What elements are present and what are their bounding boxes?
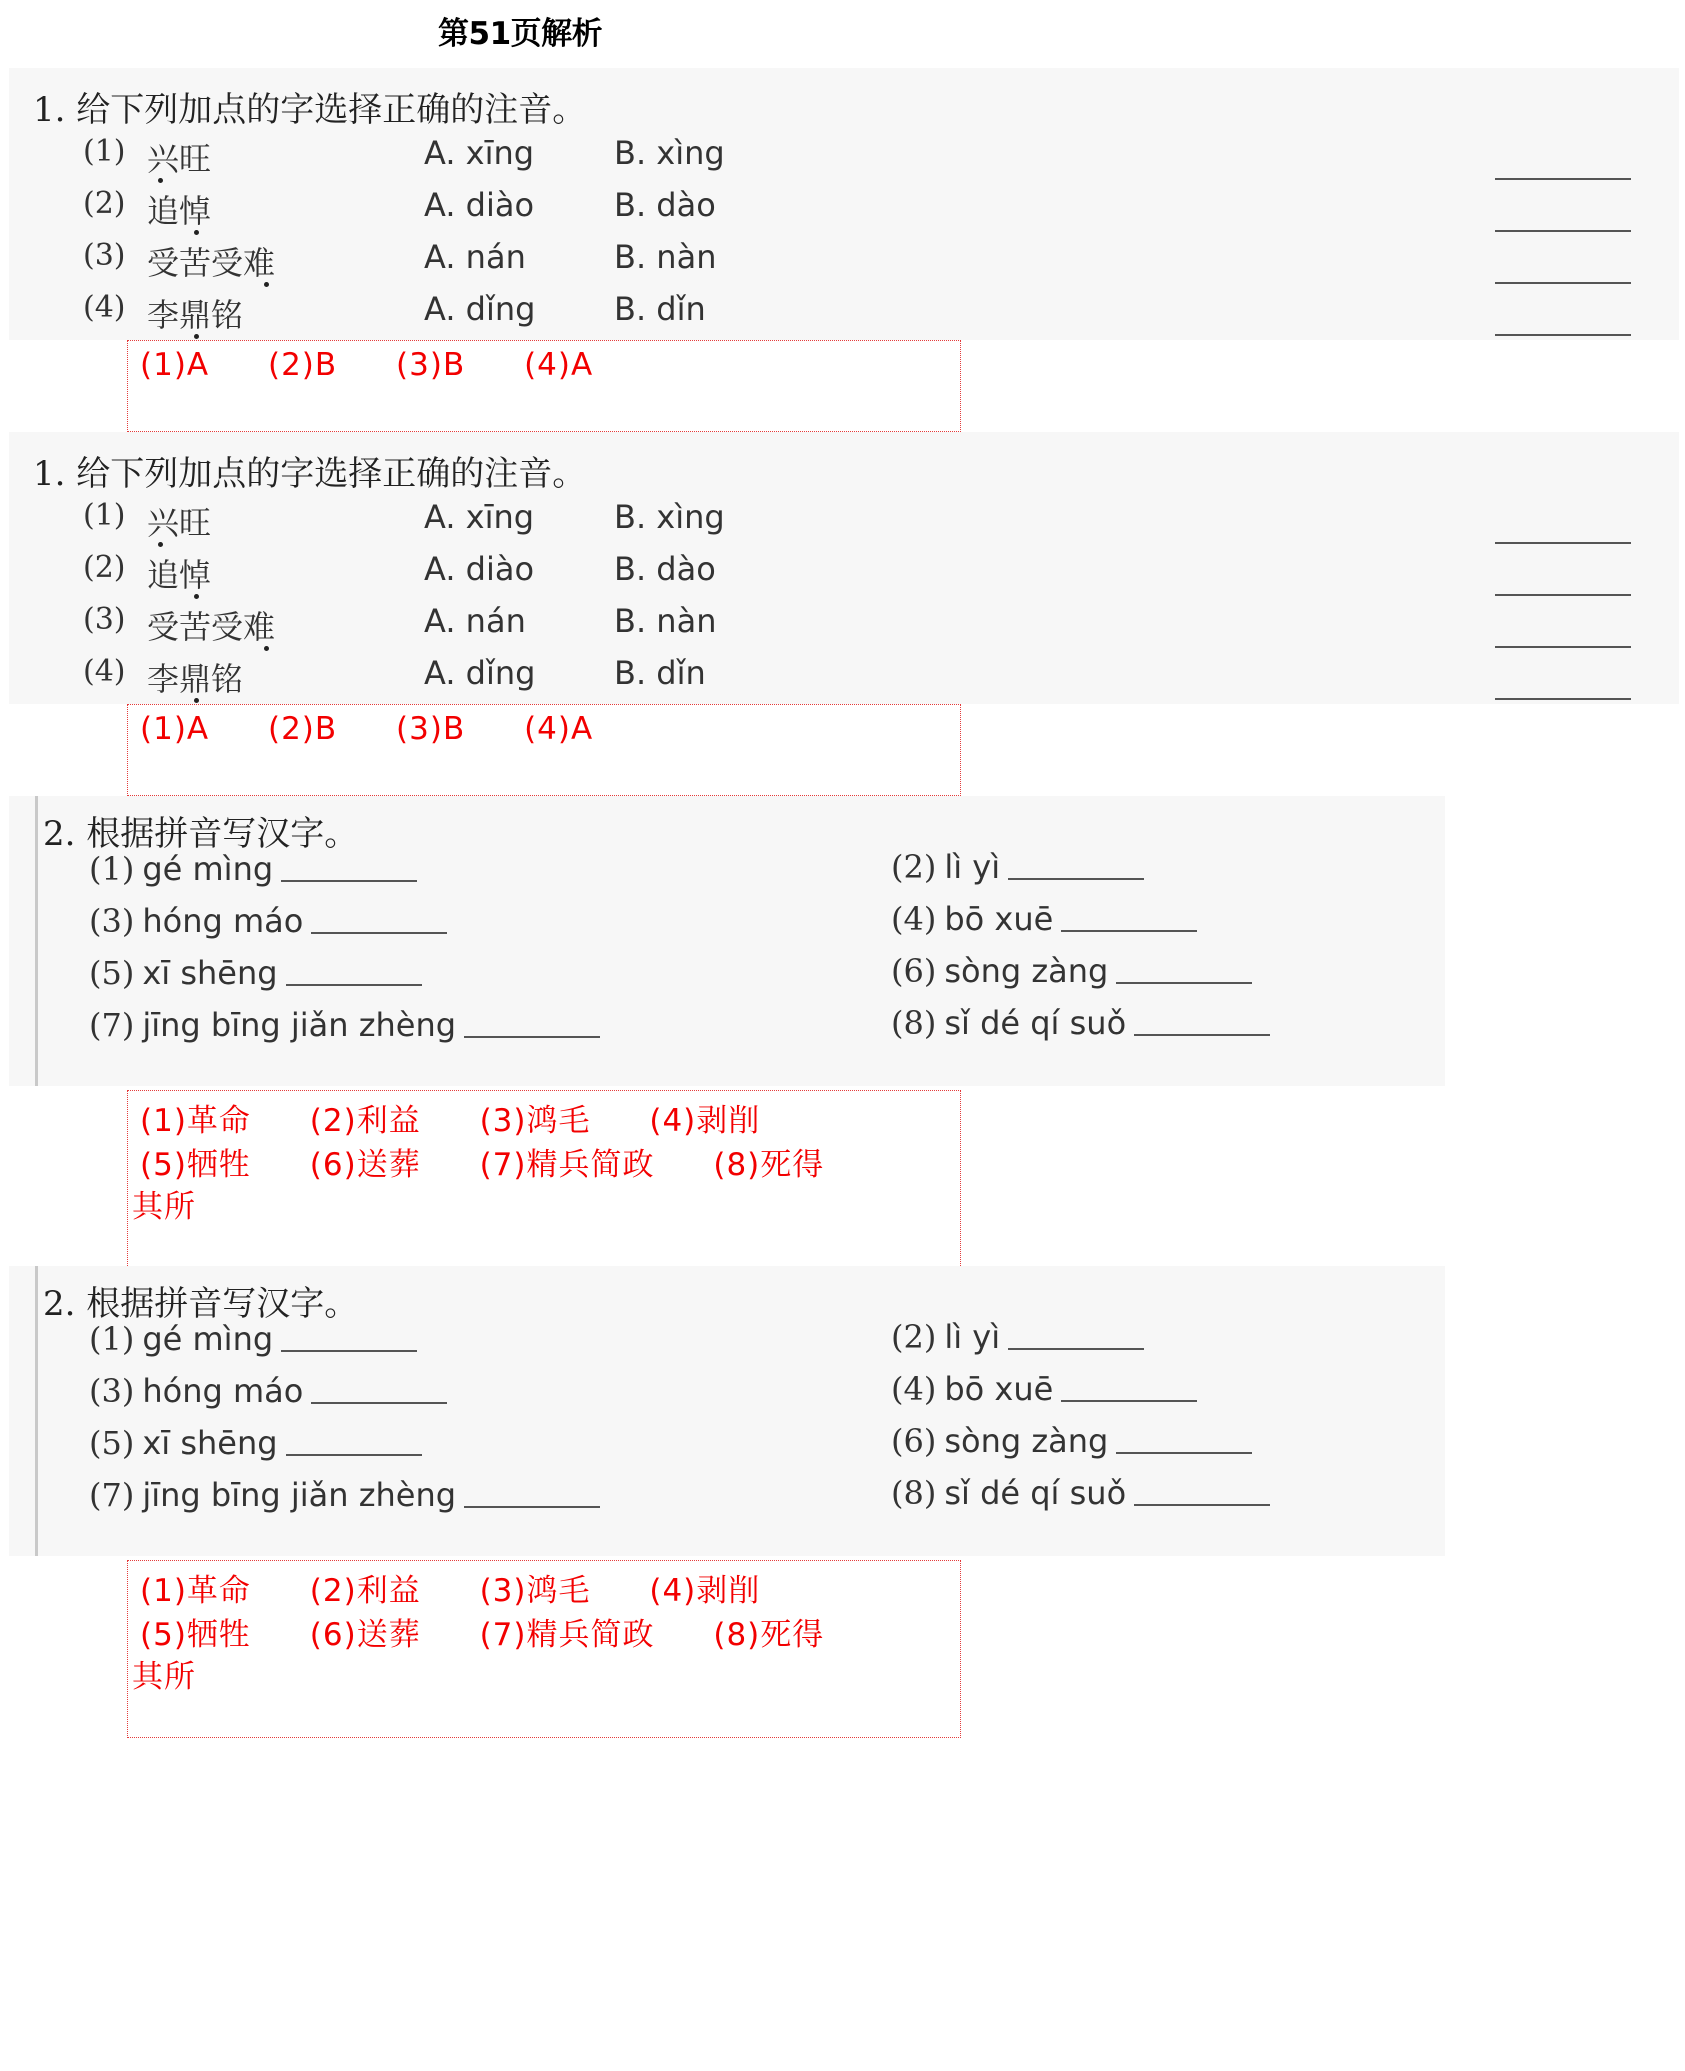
pinyin-text: lì yì bbox=[944, 848, 1001, 886]
item-number: (3) bbox=[89, 1372, 135, 1410]
answer-item: (2)利益 bbox=[309, 1103, 421, 1139]
answer-item: (6)送葬 bbox=[309, 1147, 421, 1183]
answer-item: (1)A bbox=[140, 711, 210, 747]
choice-a: A. dǐng bbox=[424, 654, 536, 692]
pinyin-text: sǐ dé qí suǒ bbox=[944, 1004, 1127, 1042]
question-heading: 2. 根据拼音写汉字。 bbox=[43, 814, 359, 854]
answer-blank bbox=[1495, 178, 1631, 180]
option-row bbox=[9, 654, 1679, 704]
answer-blank bbox=[281, 880, 417, 882]
answer-box bbox=[127, 704, 961, 796]
answer-line: 其所 bbox=[132, 1659, 196, 1695]
item-number: (3) bbox=[89, 902, 135, 940]
answer-blank bbox=[464, 1036, 600, 1038]
pinyin-text: gé mìng bbox=[142, 850, 274, 888]
emphasis-dot bbox=[158, 178, 163, 183]
option-row bbox=[9, 186, 1679, 236]
item-number: (6) bbox=[891, 952, 937, 990]
margin-rule bbox=[35, 1266, 38, 1556]
option-row bbox=[9, 134, 1679, 184]
question-heading: 2. 根据拼音写汉字。 bbox=[43, 1284, 359, 1324]
answer-line bbox=[140, 1095, 808, 1140]
choice-a: A. xīng bbox=[424, 134, 535, 172]
pinyin-item bbox=[89, 1006, 600, 1044]
answer-blank bbox=[1495, 646, 1631, 648]
answer-blank bbox=[1134, 1034, 1270, 1036]
option-word: 追悼 bbox=[147, 556, 212, 594]
answer-blank bbox=[1116, 1452, 1252, 1454]
item-number: (5) bbox=[89, 954, 135, 992]
pinyin-text: lì yì bbox=[944, 1318, 1001, 1356]
emphasis-dot bbox=[264, 282, 269, 287]
pinyin-text: xī shēng bbox=[142, 954, 278, 992]
margin-rule bbox=[35, 796, 38, 1086]
item-number: (8) bbox=[891, 1474, 937, 1512]
choice-a: A. nán bbox=[424, 602, 526, 640]
pinyin-text: gé mìng bbox=[142, 1320, 274, 1358]
pinyin-text: bō xuē bbox=[944, 900, 1054, 938]
answer-item: (4)A bbox=[524, 711, 594, 747]
choice-b: B. dào bbox=[614, 186, 716, 224]
option-row bbox=[9, 290, 1679, 340]
option-row bbox=[9, 550, 1679, 600]
answer-blank bbox=[1061, 1400, 1197, 1402]
answer-blank bbox=[1495, 698, 1631, 700]
emphasis-dot bbox=[158, 542, 163, 547]
answer-item: (2)B bbox=[267, 347, 338, 383]
option-word: 兴旺 bbox=[147, 140, 212, 178]
option-word: 李鼎铭 bbox=[147, 660, 244, 698]
pinyin-item bbox=[891, 952, 1252, 990]
page-title: 第51页解析 bbox=[438, 16, 603, 52]
pinyin-item bbox=[891, 1370, 1197, 1408]
choice-b: B. dǐn bbox=[614, 290, 706, 328]
answer-item: (3)鸿毛 bbox=[479, 1573, 591, 1609]
pinyin-text: jīng bīng jiǎn zhèng bbox=[142, 1006, 457, 1044]
answer-blank bbox=[286, 1454, 422, 1456]
choice-b: B. dào bbox=[614, 550, 716, 588]
answer-item: (6)送葬 bbox=[309, 1617, 421, 1653]
pinyin-item bbox=[89, 902, 447, 940]
item-number: (1) bbox=[89, 850, 135, 888]
answer-blank bbox=[281, 1350, 417, 1352]
option-number: (4) bbox=[83, 290, 126, 325]
choice-b: B. nàn bbox=[614, 602, 717, 640]
item-number: (4) bbox=[891, 1370, 937, 1408]
question-heading: 1. 给下列加点的字选择正确的注音。 bbox=[33, 90, 587, 130]
item-number: (4) bbox=[891, 900, 937, 938]
answer-item: (4)剥削 bbox=[649, 1103, 761, 1139]
question-2-image bbox=[9, 796, 1445, 1086]
item-number: (1) bbox=[89, 1320, 135, 1358]
answer-blank bbox=[1008, 1348, 1144, 1350]
emphasis-dot bbox=[194, 230, 199, 235]
option-word: 兴旺 bbox=[147, 504, 212, 542]
choice-a: A. nán bbox=[424, 238, 526, 276]
question-1-image bbox=[9, 432, 1679, 704]
answer-item: (7)精兵简政 bbox=[479, 1147, 655, 1183]
question-1-image bbox=[9, 68, 1679, 340]
option-number: (2) bbox=[83, 186, 126, 221]
pinyin-text: hóng máo bbox=[142, 902, 304, 940]
pinyin-item bbox=[89, 1476, 600, 1514]
answer-item: (3)鸿毛 bbox=[479, 1103, 591, 1139]
answer-blank bbox=[1134, 1504, 1270, 1506]
pinyin-item bbox=[891, 1422, 1252, 1460]
pinyin-item bbox=[891, 1004, 1270, 1042]
item-number: (2) bbox=[891, 1318, 937, 1356]
answer-blank bbox=[1495, 594, 1631, 596]
answer-blank bbox=[311, 932, 447, 934]
choice-a: A. diào bbox=[424, 550, 535, 588]
pinyin-item bbox=[891, 900, 1197, 938]
answer-item: (5)牺牲 bbox=[140, 1147, 251, 1183]
answer-blank bbox=[1495, 334, 1631, 336]
pinyin-text: sòng zàng bbox=[944, 952, 1109, 990]
pinyin-item bbox=[89, 1320, 417, 1358]
answer-item: (3)B bbox=[396, 347, 466, 383]
answer-item: (2)B bbox=[267, 711, 338, 747]
option-word: 受苦受难 bbox=[147, 608, 276, 646]
pinyin-item bbox=[89, 954, 422, 992]
answer-blank bbox=[1061, 930, 1197, 932]
answer-blank bbox=[311, 1402, 447, 1404]
option-number: (2) bbox=[83, 550, 126, 585]
answer-item: (1)革命 bbox=[140, 1103, 251, 1139]
item-number: (6) bbox=[891, 1422, 937, 1460]
question-2-image bbox=[9, 1266, 1445, 1556]
emphasis-dot bbox=[264, 646, 269, 651]
item-number: (7) bbox=[89, 1476, 135, 1514]
answer-item: (1)革命 bbox=[140, 1573, 251, 1609]
answer-blank bbox=[286, 984, 422, 986]
option-number: (1) bbox=[83, 498, 126, 533]
choice-b: B. xìng bbox=[614, 498, 725, 536]
option-number: (3) bbox=[83, 602, 126, 637]
answer-item: (5)牺牲 bbox=[140, 1617, 251, 1653]
answer-item: (2)利益 bbox=[309, 1573, 421, 1609]
pinyin-item bbox=[891, 848, 1144, 886]
answer-item: (7)精兵简政 bbox=[479, 1617, 655, 1653]
answer-blank bbox=[1495, 542, 1631, 544]
answer-blank bbox=[464, 1506, 600, 1508]
answer-item: (4)A bbox=[524, 347, 594, 383]
item-number: (7) bbox=[89, 1006, 135, 1044]
choice-b: B. dǐn bbox=[614, 654, 706, 692]
pinyin-text: bō xuē bbox=[944, 1370, 1054, 1408]
option-number: (4) bbox=[83, 654, 126, 689]
answer-box bbox=[127, 1090, 961, 1268]
pinyin-item bbox=[89, 1372, 447, 1410]
choice-a: A. dǐng bbox=[424, 290, 536, 328]
choice-b: B. nàn bbox=[614, 238, 717, 276]
answer-line bbox=[140, 1565, 808, 1610]
answer-item: (1)A bbox=[140, 347, 210, 383]
pinyin-text: xī shēng bbox=[142, 1424, 278, 1462]
item-number: (8) bbox=[891, 1004, 937, 1042]
question-heading: 1. 给下列加点的字选择正确的注音。 bbox=[33, 454, 587, 494]
option-word: 李鼎铭 bbox=[147, 296, 244, 334]
choice-a: A. diào bbox=[424, 186, 535, 224]
answer-blank bbox=[1008, 878, 1144, 880]
answer-item: (4)剥削 bbox=[649, 1573, 761, 1609]
item-number: (5) bbox=[89, 1424, 135, 1462]
option-row bbox=[9, 238, 1679, 288]
option-word: 受苦受难 bbox=[147, 244, 276, 282]
pinyin-text: sǐ dé qí suǒ bbox=[944, 1474, 1127, 1512]
option-word: 追悼 bbox=[147, 192, 212, 230]
answer-line bbox=[140, 347, 641, 383]
answer-box bbox=[127, 1560, 961, 1738]
choice-b: B. xìng bbox=[614, 134, 725, 172]
answer-box bbox=[127, 340, 961, 432]
answer-blank bbox=[1495, 230, 1631, 232]
answer-line bbox=[140, 711, 641, 747]
pinyin-text: sòng zàng bbox=[944, 1422, 1109, 1460]
option-number: (3) bbox=[83, 238, 126, 273]
answer-item: (8)死得 bbox=[713, 1147, 825, 1183]
item-number: (2) bbox=[891, 848, 937, 886]
answer-item: (8)死得 bbox=[713, 1617, 825, 1653]
pinyin-text: hóng máo bbox=[142, 1372, 304, 1410]
pinyin-text: jīng bīng jiǎn zhèng bbox=[142, 1476, 457, 1514]
answer-blank bbox=[1495, 282, 1631, 284]
option-row bbox=[9, 602, 1679, 652]
answer-item: (3)B bbox=[396, 711, 466, 747]
choice-a: A. xīng bbox=[424, 498, 535, 536]
pinyin-item bbox=[89, 1424, 422, 1462]
emphasis-dot bbox=[194, 594, 199, 599]
answer-line: 其所 bbox=[132, 1189, 196, 1225]
pinyin-item bbox=[891, 1474, 1270, 1512]
answer-line bbox=[140, 1139, 872, 1184]
option-number: (1) bbox=[83, 134, 126, 169]
emphasis-dot bbox=[194, 698, 199, 703]
option-row bbox=[9, 498, 1679, 548]
pinyin-item bbox=[891, 1318, 1144, 1356]
pinyin-item bbox=[89, 850, 417, 888]
answer-line bbox=[140, 1609, 872, 1654]
emphasis-dot bbox=[194, 334, 199, 339]
answer-blank bbox=[1116, 982, 1252, 984]
